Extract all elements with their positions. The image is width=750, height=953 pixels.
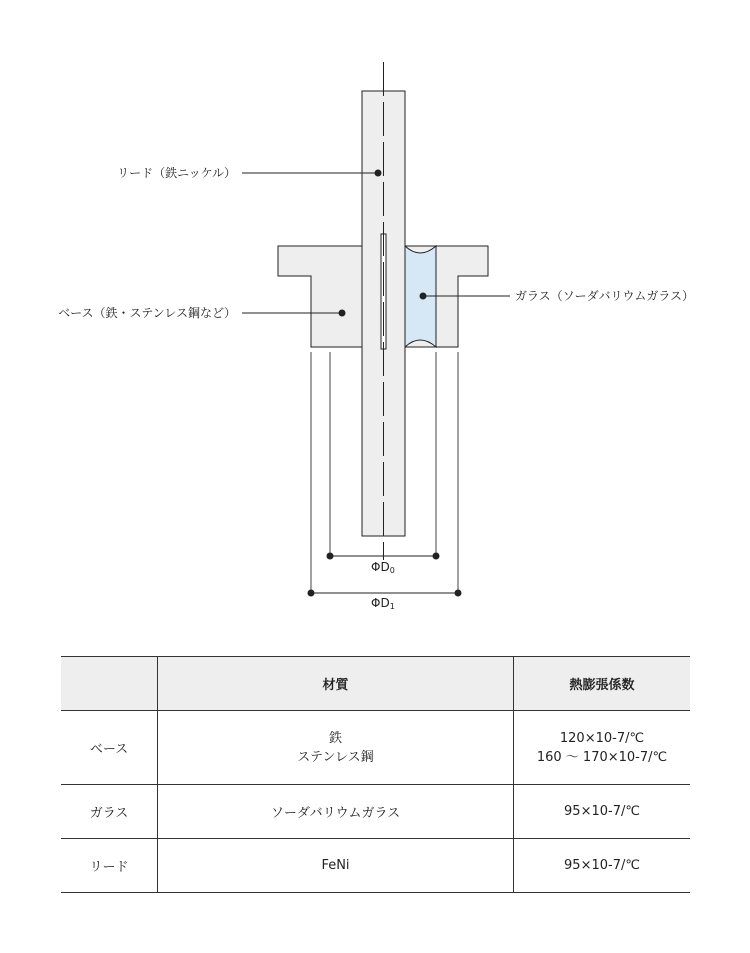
table-header-row: [61, 657, 690, 711]
row-label: ガラス: [61, 785, 158, 839]
material-cell: [158, 711, 514, 785]
d0-label: ΦD0: [371, 560, 395, 575]
header-material: 材質: [158, 657, 514, 711]
d0-dot-right: [433, 553, 440, 560]
header-coefficient: 熱膨張係数: [514, 657, 691, 711]
d1-label: ΦD1: [371, 596, 395, 611]
row-label: リード: [61, 839, 158, 893]
table-row-lead: [61, 839, 690, 893]
d1-dot-left: [308, 590, 315, 597]
material-table: [61, 656, 690, 893]
table-row-base: [61, 711, 690, 785]
glass-label: ガラス（ソーダバリウムガラス）: [515, 289, 695, 303]
material-cell: FeNi: [158, 839, 514, 893]
coefficient-line: 120×10-7/℃: [559, 730, 645, 746]
material-line: ステンレス鋼: [297, 749, 374, 765]
coefficient-cell: [514, 711, 691, 785]
material-cell: ソーダバリウムガラス: [158, 785, 514, 839]
row-label: ベース: [61, 711, 158, 785]
base-label: ベース（鉄・ステンレス鋼など）: [58, 306, 236, 320]
coefficient-cell: 95×10-7/℃: [514, 785, 691, 839]
d0-dot-left: [327, 553, 334, 560]
lead-leader-dot: [375, 170, 382, 177]
coefficient-cell: 95×10-7/℃: [514, 839, 691, 893]
header-blank: [61, 657, 158, 711]
table-row-glass: [61, 785, 690, 839]
material-line: 鉄: [328, 730, 342, 746]
d1-dot-right: [455, 590, 462, 597]
base-leader-dot: [339, 310, 346, 317]
glass-leader-dot: [420, 293, 427, 300]
coefficient-line: 160 ～ 170×10-7/℃: [536, 749, 668, 765]
lead-label: リード（鉄ニッケル）: [117, 166, 236, 180]
